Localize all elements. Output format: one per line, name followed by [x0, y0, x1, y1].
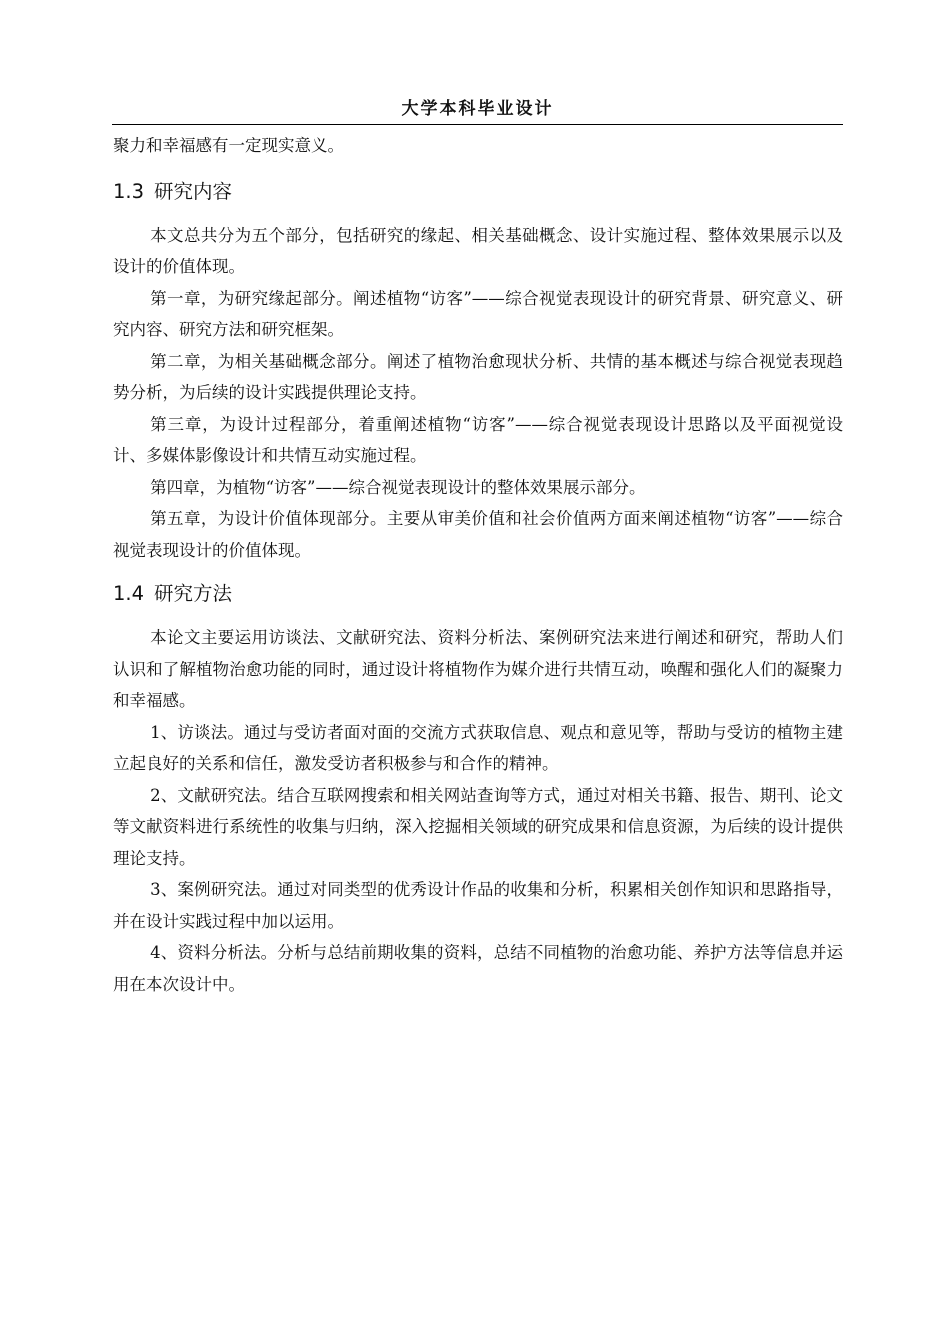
paragraph: 3、案例研究法。通过对同类型的优秀设计作品的收集和分析，积累相关创作知识和思路指导，并在设计实践过程中加以运用。	[113, 880, 843, 931]
section-heading-1-4	[113, 580, 843, 608]
paragraph: 本文总共分为五个部分，包括研究的缘起、相关基础概念、设计实施过程、整体效果展示以及设计的价值体现。	[113, 225, 843, 276]
paragraph: 第三章，为设计过程部分，着重阐述植物“访客”——综合视觉表现设计思路以及平面视觉设计、多媒体影像设计和共情互动实施过程。	[113, 414, 843, 465]
document-body	[113, 130, 843, 1000]
paragraph: 本论文主要运用访谈法、文献研究法、资料分析法、案例研究法来进行阐述和研究，帮助人们认识和了解植物治愈功能的同时，通过设计将植物作为媒介进行共情互动，唤醒和强化人们的凝聚力和幸福感。	[113, 628, 843, 710]
section-title: 研究方法	[154, 582, 233, 605]
paragraph: 第二章，为相关基础概念部分。阐述了植物治愈现状分析、共情的基本概述与综合视觉表现趋势分析，为后续的设计实践提供理论支持。	[113, 351, 843, 402]
paragraph: 1、访谈法。通过与受访者面对面的交流方式获取信息、观点和意见等，帮助与受访的植物主建立起良好的关系和信任，激发受访者积极参与和合作的精神。	[113, 722, 843, 773]
paragraph: 2、文献研究法。结合互联网搜索和相关网站查询等方式，通过对相关书籍、报告、期刊、论文等文献资料进行系统性的收集与归纳，深入挖掘相关领域的研究成果和信息资源，为后续的设计提供理论支持。	[113, 785, 843, 868]
continuation-paragraph: 聚力和幸福感有一定现实意义。	[113, 136, 344, 155]
page-header	[112, 98, 843, 125]
section-title: 研究内容	[154, 179, 233, 203]
section-heading-1-3	[113, 178, 843, 206]
section-number: 1.3	[113, 179, 145, 203]
paragraph: 第一章，为研究缘起部分。阐述植物“访客”——综合视觉表现设计的研究背景、研究意义、研究内容、研究方法和研究框架。	[113, 288, 843, 339]
paragraph: 4、资料分析法。分析与总结前期收集的资料，总结不同植物的治愈功能、养护方法等信息并运用在本次设计中。	[113, 943, 843, 994]
paragraph: 第五章，为设计价值体现部分。主要从审美价值和社会价值两方面来阐述植物“访客”——综合视觉表现设计的价值体现。	[113, 509, 843, 560]
header-title: 大学本科毕业设计	[401, 99, 554, 119]
section-number: 1.4	[113, 582, 145, 605]
paragraph: 第四章，为植物“访客”——综合视觉表现设计的整体效果展示部分。	[150, 477, 646, 497]
